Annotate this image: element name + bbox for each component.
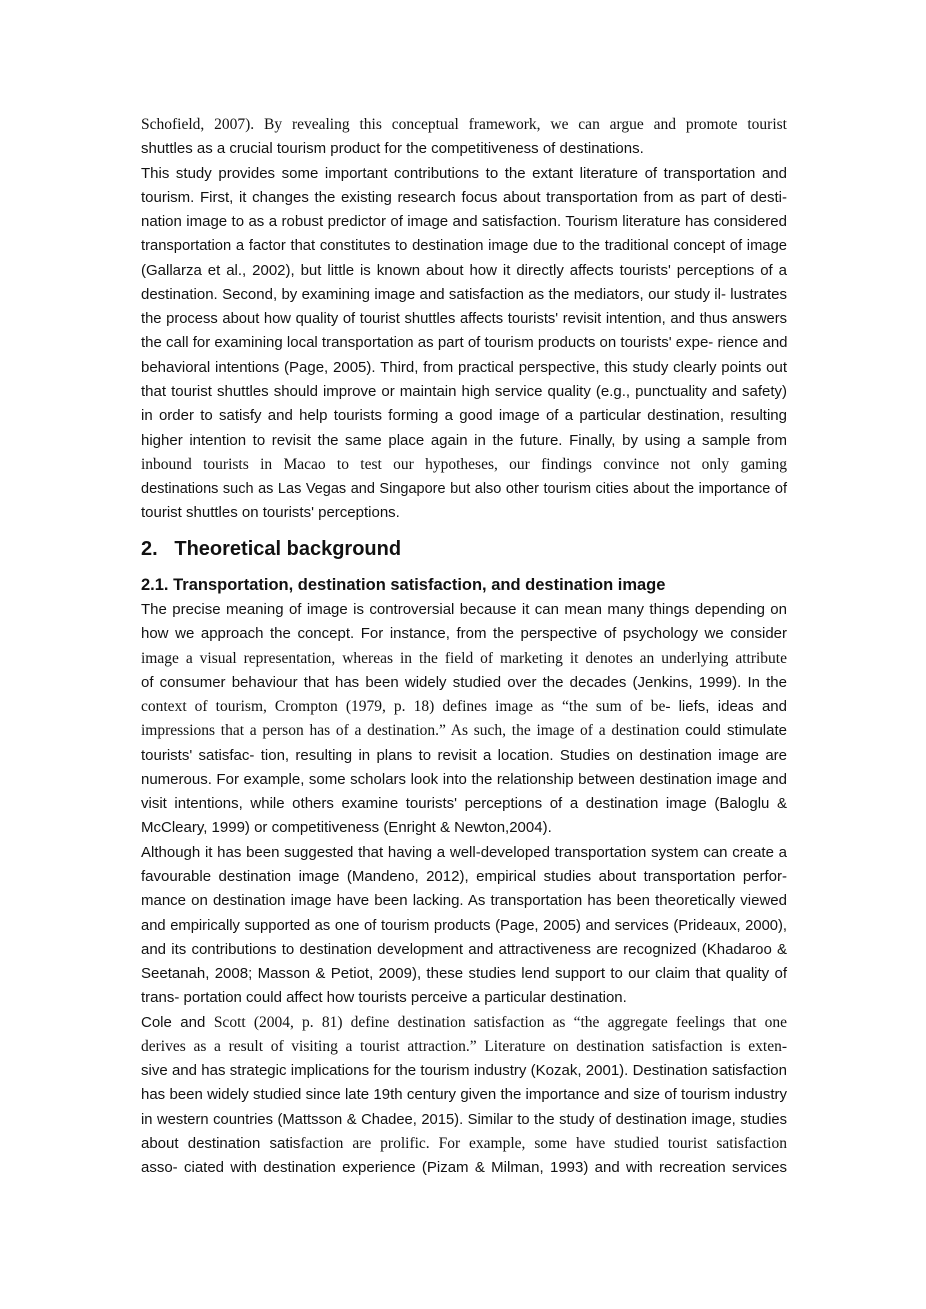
text-segment: inbound tourists in Macao to test our hypotheses, our findings convince not only gaming [141, 455, 787, 473]
text-segment: and empirically supported as one of tourism products (Page, 2005) and services (Prideaux, 2000), [141, 917, 787, 934]
text-line [141, 890, 787, 912]
text-segment: The precise meaning of image is controversial because it can mean many things depending on [141, 601, 787, 618]
text-line [141, 672, 787, 694]
text-segment: the call for examining local transportation as part of tourism products on tourists' expe- rience and [141, 334, 788, 352]
text-segment: tourism. First, it changes the existing research focus about transportation from as part of desti- [141, 188, 787, 206]
text-line [141, 963, 787, 985]
text-line [141, 284, 787, 306]
text-segment: about destination satis [141, 1134, 301, 1152]
text-segment: McCleary, 1999) or competitiveness (Enright & Newton,2004). [141, 819, 552, 837]
text-line [141, 1084, 787, 1106]
text-line [141, 478, 787, 500]
text-line [141, 381, 787, 403]
text-line [141, 114, 787, 136]
text-segment: has been widely studied since late 19th century given the importance and size of tourism industry [141, 1086, 787, 1104]
text-line [141, 235, 787, 257]
text-segment: and its contributions to destination development and attractiveness are recognized (Khadaroo & [141, 940, 787, 958]
text-segment: Schofield, 2007). By revealing this conceptual framework, we can argue and promote tourist [141, 116, 787, 133]
text-segment: favourable destination image (Mandeno, 2012), empirical studies about transportation perfor- [141, 867, 787, 885]
text-segment: asso- ciated with destination experience (Pizam & Milman, 1993) and with recreation services [141, 1159, 787, 1177]
text-line [141, 866, 787, 888]
text-segment: This study provides some important contributions to the extant literature of transportation and [141, 164, 787, 182]
text-segment: impressions that a person has of a destination.” As such, the image of a destination [141, 722, 686, 740]
text-segment: the process about how quality of tourist shuttles affects tourists' revisit intention, and thus answers [141, 311, 787, 328]
text-line [141, 502, 787, 524]
text-line [141, 260, 787, 282]
text-line [141, 769, 787, 791]
text-line [141, 163, 787, 185]
text-line [141, 842, 787, 864]
text-segment: nation image to as a robust predictor of image and satisfaction. Tourism literature has considered [141, 213, 787, 231]
text-segment: image a visual representation, whereas in the field of marketing it denotes an underlying attribute [141, 649, 787, 667]
text-line [141, 817, 787, 839]
subsection-heading: 2.1. Transportation, destination satisfaction, and destination image [141, 576, 666, 594]
text-segment: mance on destination image have been lacking. As transportation has been theoretically viewed [141, 892, 787, 910]
text-line [141, 1060, 787, 1082]
text-line [141, 405, 787, 427]
text-line [141, 623, 787, 645]
text-line [141, 430, 787, 452]
text-segment: sive and has strategic implications for the tourism industry (Kozak, 2001). Destination satisfaction [141, 1062, 787, 1080]
text-segment: visit intentions, while others examine tourists' perceptions of a destination image (Baloglu & [141, 795, 787, 813]
text-line [141, 211, 787, 233]
text-segment: faction are prolific. For example, some have studied tourist satisfaction [300, 1134, 787, 1152]
text-segment: liefs, ideas and [678, 698, 787, 716]
text-segment: that tourist shuttles should improve or maintain high service quality (e.g., punctuality and safety) [141, 382, 787, 400]
text-line [141, 648, 787, 670]
text-segment: Seetanah, 2008; Masson & Petiot, 2009), these studies lend support to our claim that quality of [141, 965, 787, 983]
section-title: Theoretical background [174, 538, 402, 560]
text-line [141, 793, 787, 815]
text-line [141, 187, 787, 209]
text-line [141, 1133, 787, 1155]
text-segment: in order to satisfy and help tourists forming a good image of a particular destination, resulting [141, 407, 787, 425]
text-segment: Cole and [141, 1013, 214, 1031]
text-line [141, 308, 787, 330]
text-line [141, 1012, 787, 1034]
text-line [141, 454, 787, 476]
text-line [141, 745, 787, 767]
text-segment: derives as a result of visiting a tourist attraction.” Literature on destination satisfaction is exten- [141, 1037, 787, 1055]
text-line [141, 939, 787, 961]
text-segment: of consumer behaviour that has been widely studied over the decades (Jenkins, 1999). In the [141, 673, 787, 691]
text-segment: could stimulate [685, 722, 787, 740]
text-segment: trans- portation could affect how tourists perceive a particular destination. [141, 989, 627, 1007]
text-segment: Although it has been suggested that having a well-developed transportation system can create a [141, 843, 787, 861]
text-segment: tourists' satisfac- tion, resulting in plans to revisit a location. Studies on destination image are [141, 746, 787, 764]
text-line [141, 987, 787, 1009]
text-line [141, 1109, 787, 1131]
text-line [141, 720, 787, 742]
text-segment: (Gallarza et al., 2002), but little is known about how it directly affects tourists' perceptions of a [141, 261, 787, 279]
section-number: 2. [141, 538, 158, 560]
text-line [141, 1036, 787, 1058]
text-segment: in western countries (Mattsson & Chadee, 2015). Similar to the study of destination image, studies [141, 1111, 787, 1128]
text-segment: shuttles as a crucial tourism product for the competitiveness of destinations. [141, 140, 644, 158]
text-line [141, 357, 787, 379]
text-segment: how we approach the concept. For instance, from the perspective of psychology we consider [141, 625, 787, 643]
text-segment: behavioral intentions (Page, 2005). Third, from practical perspective, this study clearly points out [141, 358, 787, 376]
text-line [141, 332, 787, 354]
text-segment: transportation a factor that constitutes to destination image due to the traditional concept of image [141, 238, 787, 255]
text-segment: Scott (2004, p. 81) define destination satisfaction as “the aggregate feelings that one [213, 1013, 788, 1031]
text-line [141, 1157, 787, 1179]
text-line [141, 138, 787, 160]
text-line [141, 696, 787, 718]
section-heading [141, 538, 401, 561]
text-segment: tourist shuttles on tourists' perceptions. [141, 504, 400, 522]
text-segment: destination. Second, by examining image and satisfaction as the mediators, our study il- lustrates [141, 285, 787, 303]
text-segment: destinations such as Las Vegas and Singapore but also other tourism cities about the importance of [141, 481, 787, 498]
text-line [141, 915, 787, 937]
text-segment: higher intention to revisit the same place again in the future. Finally, by using a sample from [141, 431, 787, 449]
text-line [141, 599, 787, 621]
text-segment: context of tourism, Crompton (1979, p. 18) defines image as “the sum of be- [141, 698, 679, 716]
text-segment: numerous. For example, some scholars look into the relationship between destination image and [141, 770, 787, 788]
